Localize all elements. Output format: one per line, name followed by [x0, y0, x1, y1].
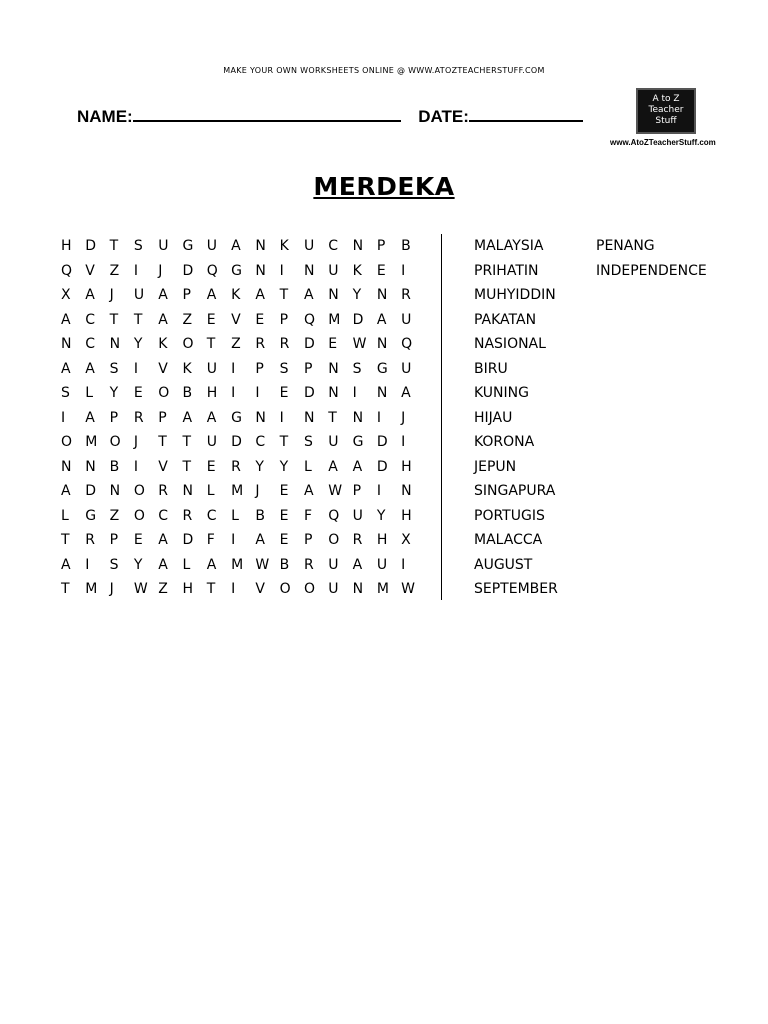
grid-cell: E: [279, 385, 289, 401]
grid-cell: A: [61, 311, 71, 328]
grid-cell: T: [61, 532, 70, 548]
grid-cell: N: [182, 483, 193, 499]
grid-row: [58, 577, 420, 602]
grid-cell: N: [328, 385, 339, 401]
grid-cell: C: [255, 434, 266, 450]
grid-cell: O: [182, 336, 194, 352]
grid-cell: K: [352, 262, 362, 279]
date-label: DATE:: [418, 107, 469, 126]
grid-cell: L: [85, 385, 94, 401]
grid-cell: P: [279, 311, 289, 328]
grid-cell: T: [61, 581, 70, 597]
word-item: INDEPENDENCE: [596, 262, 707, 279]
grid-cell: T: [206, 581, 216, 597]
word-item: HIJAU: [474, 409, 513, 426]
grid-cell: I: [401, 262, 406, 279]
grid-cell: S: [279, 360, 289, 377]
grid-cell: I: [401, 556, 406, 573]
grid-cell: X: [61, 287, 71, 303]
grid-cell: N: [61, 336, 72, 352]
grid-cell: D: [231, 434, 242, 450]
grid-cell: P: [303, 532, 313, 548]
grid-cell: N: [255, 409, 266, 426]
grid-cell: A: [255, 532, 265, 548]
grid-cell: S: [352, 360, 362, 377]
grid-cell: C: [85, 311, 96, 328]
grid-cell: I: [231, 385, 236, 401]
grid-cell: W: [352, 336, 367, 352]
grid-cell: Y: [133, 556, 143, 573]
grid-cell: A: [158, 287, 168, 303]
grid-cell: U: [206, 238, 218, 254]
logo-url: www.AtoZTeacherStuff.com: [610, 138, 716, 147]
grid-cell: N: [255, 262, 266, 279]
date-field[interactable]: [469, 106, 583, 122]
grid-cell: T: [279, 434, 289, 450]
grid-cell: M: [376, 581, 389, 597]
grid-row: [58, 381, 420, 406]
grid-cell: A: [303, 483, 314, 499]
word-item: MALACCA: [474, 532, 543, 548]
word-item: PRIHATIN: [474, 262, 539, 279]
grid-cell: A: [206, 409, 217, 426]
grid-cell: V: [255, 581, 265, 597]
grid-cell: M: [85, 434, 98, 450]
name-date-line: [77, 106, 583, 127]
grid-cell: U: [303, 238, 315, 254]
grid-cell: S: [303, 434, 313, 450]
grid-cell: T: [279, 287, 289, 303]
grid-cell: E: [133, 532, 143, 548]
grid-cell: N: [61, 458, 72, 475]
grid-cell: L: [206, 483, 215, 499]
grid-cell: D: [303, 336, 315, 352]
grid-cell: Z: [182, 311, 193, 328]
grid-cell: T: [328, 409, 337, 426]
grid-cell: A: [401, 385, 411, 401]
grid-row: [58, 455, 420, 480]
word-item: AUGUST: [474, 556, 533, 573]
grid-cell: N: [303, 409, 315, 426]
grid-cell: F: [206, 532, 215, 548]
grid-cell: N: [401, 483, 412, 499]
grid-cell: E: [133, 385, 143, 401]
grid-cell: Y: [352, 287, 362, 303]
grid-cell: L: [303, 458, 312, 475]
grid-cell: I: [61, 409, 66, 426]
grid-cell: U: [158, 238, 169, 254]
grid-cell: E: [206, 311, 216, 328]
grid-cell: D: [376, 458, 388, 475]
grid-cell: Y: [255, 458, 264, 475]
grid-cell: L: [231, 507, 239, 524]
grid-cell: D: [182, 532, 194, 548]
grid-cell: Z: [231, 336, 241, 352]
grid-cell: T: [109, 311, 119, 328]
grid-cell: Q: [328, 507, 340, 524]
grid-cell: E: [279, 532, 289, 548]
grid-cell: B: [401, 238, 411, 254]
grid-row: [58, 283, 420, 308]
grid-row: [58, 504, 420, 529]
grid-cell: D: [85, 483, 97, 499]
grid-cell: I: [133, 360, 139, 377]
grid-cell: G: [182, 238, 194, 254]
grid-cell: A: [352, 556, 363, 573]
grid-cell: V: [231, 311, 241, 328]
grid-cell: E: [206, 458, 216, 475]
grid-cell: G: [231, 262, 242, 279]
grid-cell: S: [109, 360, 119, 377]
grid-cell: N: [109, 336, 121, 352]
grid-cell: A: [158, 556, 168, 573]
grid-cell: I: [85, 556, 90, 573]
grid-cell: D: [376, 434, 388, 450]
grid-cell: U: [376, 556, 388, 573]
grid-cell: C: [85, 336, 96, 352]
grid-cell: Q: [401, 336, 413, 352]
grid-cell: N: [109, 483, 121, 499]
grid-cell: R: [85, 532, 96, 548]
grid-cell: O: [303, 581, 315, 597]
grid-cell: F: [303, 507, 313, 524]
grid-cell: G: [231, 409, 242, 426]
grid-cell: E: [279, 507, 289, 524]
grid-cell: N: [352, 238, 364, 254]
grid-cell: O: [158, 385, 170, 401]
grid-cell: J: [109, 581, 114, 597]
grid-cell: D: [182, 262, 194, 279]
grid-cell: Y: [376, 507, 386, 524]
grid-cell: A: [206, 556, 217, 573]
grid-row: [58, 479, 420, 504]
grid-cell: S: [61, 385, 70, 401]
grid-cell: A: [85, 409, 95, 426]
grid-cell: S: [109, 556, 119, 573]
word-list-2: [596, 234, 707, 283]
grid-cell: A: [158, 532, 168, 548]
grid-cell: O: [133, 507, 145, 524]
word-list-1: [474, 234, 558, 602]
grid-cell: A: [255, 287, 265, 303]
grid-cell: A: [158, 311, 168, 328]
grid-cell: O: [279, 581, 291, 597]
grid-cell: A: [352, 458, 363, 475]
grid-cell: S: [133, 238, 143, 254]
grid-cell: O: [328, 532, 340, 548]
grid-cell: A: [303, 287, 314, 303]
grid-cell: V: [158, 360, 168, 377]
grid-cell: Q: [61, 262, 73, 279]
word-item: MALAYSIA: [474, 238, 544, 254]
grid-cell: G: [352, 434, 364, 450]
logo-line-1: A to Z: [652, 94, 680, 104]
grid-cell: I: [279, 262, 284, 279]
word-item: NASIONAL: [474, 336, 546, 352]
header-note: MAKE YOUR OWN WORKSHEETS ONLINE @ WWW.ATOZTEACHERSTUFF.COM: [223, 66, 545, 75]
grid-cell: Y: [133, 336, 143, 352]
grid-cell: Y: [109, 385, 119, 401]
grid-cell: R: [401, 287, 411, 303]
grid-cell: N: [352, 581, 364, 597]
letter-grid: [58, 234, 420, 602]
grid-cell: P: [255, 360, 264, 377]
grid-cell: C: [158, 507, 168, 524]
grid-cell: P: [109, 409, 119, 426]
grid-cell: Q: [206, 262, 218, 279]
grid-cell: N: [376, 287, 388, 303]
grid-cell: J: [133, 434, 139, 450]
grid-cell: T: [158, 434, 167, 450]
word-item: PAKATAN: [474, 311, 537, 328]
page-title: MERDEKA: [313, 172, 455, 201]
grid-cell: D: [352, 311, 364, 328]
grid-cell: T: [109, 238, 119, 254]
grid-cell: M: [231, 483, 244, 499]
grid-cell: A: [61, 556, 71, 573]
grid-cell: C: [206, 507, 217, 524]
grid-cell: U: [206, 434, 218, 450]
grid-cell: P: [109, 532, 119, 548]
grid-cell: W: [255, 556, 270, 573]
grid-row: [58, 332, 420, 357]
grid-cell: R: [279, 336, 290, 352]
grid-cell: M: [85, 581, 98, 597]
grid-cell: H: [401, 458, 412, 475]
grid-cell: W: [133, 581, 148, 597]
grid-cell: B: [109, 458, 120, 475]
word-item: KUNING: [474, 385, 529, 401]
grid-cell: G: [376, 360, 388, 377]
grid-cell: I: [133, 262, 139, 279]
grid-row: [58, 528, 420, 553]
grid-cell: H: [61, 238, 72, 254]
grid-cell: O: [61, 434, 73, 450]
grid-row: [58, 357, 420, 382]
grid-cell: B: [279, 556, 290, 573]
word-item: SINGAPURA: [474, 483, 556, 499]
grid-cell: I: [133, 458, 139, 475]
grid-cell: A: [85, 360, 95, 377]
grid-cell: A: [61, 483, 71, 499]
grid-cell: P: [303, 360, 313, 377]
grid-row: [58, 553, 420, 578]
grid-cell: J: [158, 262, 163, 279]
grid-cell: A: [328, 458, 338, 475]
grid-row: [58, 406, 420, 431]
grid-cell: J: [401, 409, 406, 426]
grid-cell: C: [328, 238, 339, 254]
grid-cell: A: [61, 360, 71, 377]
grid-cell: H: [206, 385, 218, 401]
grid-cell: A: [182, 409, 193, 426]
grid-cell: R: [231, 458, 241, 475]
grid-cell: I: [255, 385, 260, 401]
grid-cell: A: [376, 311, 387, 328]
grid-cell: N: [303, 262, 315, 279]
grid-cell: A: [206, 287, 217, 303]
grid-cell: I: [279, 409, 284, 426]
grid-cell: E: [279, 483, 289, 499]
grid-cell: R: [303, 556, 314, 573]
grid-cell: T: [206, 336, 216, 352]
grid-cell: J: [255, 483, 260, 499]
grid-cell: U: [352, 507, 363, 524]
grid-cell: Q: [303, 311, 315, 328]
grid-cell: Z: [109, 262, 120, 279]
grid-cell: H: [182, 581, 194, 597]
grid-cell: R: [158, 483, 168, 499]
grid-cell: K: [279, 238, 289, 254]
grid-cell: O: [109, 434, 121, 450]
grid-cell: U: [328, 262, 339, 279]
grid-cell: E: [328, 336, 338, 352]
logo-line-3: Stuff: [655, 116, 677, 126]
grid-row: [58, 234, 420, 259]
grid-cell: L: [182, 556, 191, 573]
divider: [441, 234, 442, 600]
grid-cell: H: [401, 507, 412, 524]
grid-cell: M: [328, 311, 341, 328]
grid-row: [58, 308, 420, 333]
grid-cell: E: [255, 311, 265, 328]
grid-cell: K: [231, 287, 241, 303]
grid-cell: A: [231, 238, 241, 254]
word-item: MUHYIDDIN: [474, 287, 556, 303]
word-item: BIRU: [474, 360, 508, 377]
name-label: NAME:: [77, 107, 133, 126]
grid-cell: R: [133, 409, 144, 426]
grid-cell: I: [231, 360, 236, 377]
grid-cell: R: [182, 507, 193, 524]
grid-cell: O: [133, 483, 145, 499]
grid-cell: U: [328, 556, 339, 573]
grid-cell: N: [376, 336, 388, 352]
grid-cell: X: [401, 532, 411, 548]
grid-cell: V: [85, 262, 95, 279]
word-item: PORTUGIS: [474, 507, 545, 524]
logo-line-2: Teacher: [648, 105, 684, 115]
grid-cell: N: [376, 385, 388, 401]
name-field[interactable]: [133, 106, 401, 122]
grid-cell: I: [376, 409, 381, 426]
grid-cell: P: [182, 287, 191, 303]
grid-cell: R: [255, 336, 266, 352]
grid-cell: I: [352, 385, 357, 401]
grid-cell: P: [352, 483, 362, 499]
grid-cell: Z: [109, 507, 120, 524]
grid-cell: I: [231, 532, 236, 548]
grid-cell: W: [328, 483, 343, 499]
grid-cell: U: [401, 360, 412, 377]
grid-cell: J: [109, 287, 114, 303]
grid-cell: I: [231, 581, 236, 597]
grid-cell: U: [328, 581, 339, 597]
grid-cell: D: [85, 238, 97, 254]
grid-cell: T: [133, 311, 143, 328]
grid-cell: K: [158, 336, 168, 352]
grid-cell: L: [61, 507, 69, 524]
grid-cell: H: [376, 532, 388, 548]
grid-cell: N: [352, 409, 364, 426]
grid-cell: N: [255, 238, 266, 254]
grid-cell: N: [328, 287, 339, 303]
grid-row: [58, 259, 420, 284]
grid-cell: E: [376, 262, 386, 279]
grid-cell: P: [158, 409, 167, 426]
grid-cell: D: [303, 385, 315, 401]
grid-cell: I: [376, 483, 381, 499]
grid-cell: U: [206, 360, 218, 377]
grid-cell: G: [85, 507, 97, 524]
grid-cell: Y: [279, 458, 289, 475]
grid-cell: K: [182, 360, 192, 377]
grid-cell: Z: [158, 581, 168, 597]
grid-cell: U: [401, 311, 412, 328]
grid-cell: V: [158, 458, 168, 475]
word-item: SEPTEMBER: [474, 581, 558, 597]
logo: [636, 88, 696, 134]
grid-cell: U: [133, 287, 145, 303]
word-item: KORONA: [474, 434, 535, 450]
grid-cell: U: [328, 434, 339, 450]
grid-cell: R: [352, 532, 363, 548]
grid-cell: T: [182, 434, 192, 450]
grid-cell: B: [255, 507, 265, 524]
grid-cell: B: [182, 385, 193, 401]
grid-cell: M: [231, 556, 244, 573]
word-item: JEPUN: [474, 458, 517, 475]
grid-row: [58, 430, 420, 455]
grid-cell: N: [85, 458, 96, 475]
grid-cell: W: [401, 581, 415, 597]
word-item: PENANG: [596, 238, 655, 254]
grid-cell: N: [328, 360, 339, 377]
grid-cell: P: [376, 238, 386, 254]
grid-cell: T: [182, 458, 192, 475]
grid-cell: A: [85, 287, 95, 303]
grid-cell: I: [401, 434, 406, 450]
